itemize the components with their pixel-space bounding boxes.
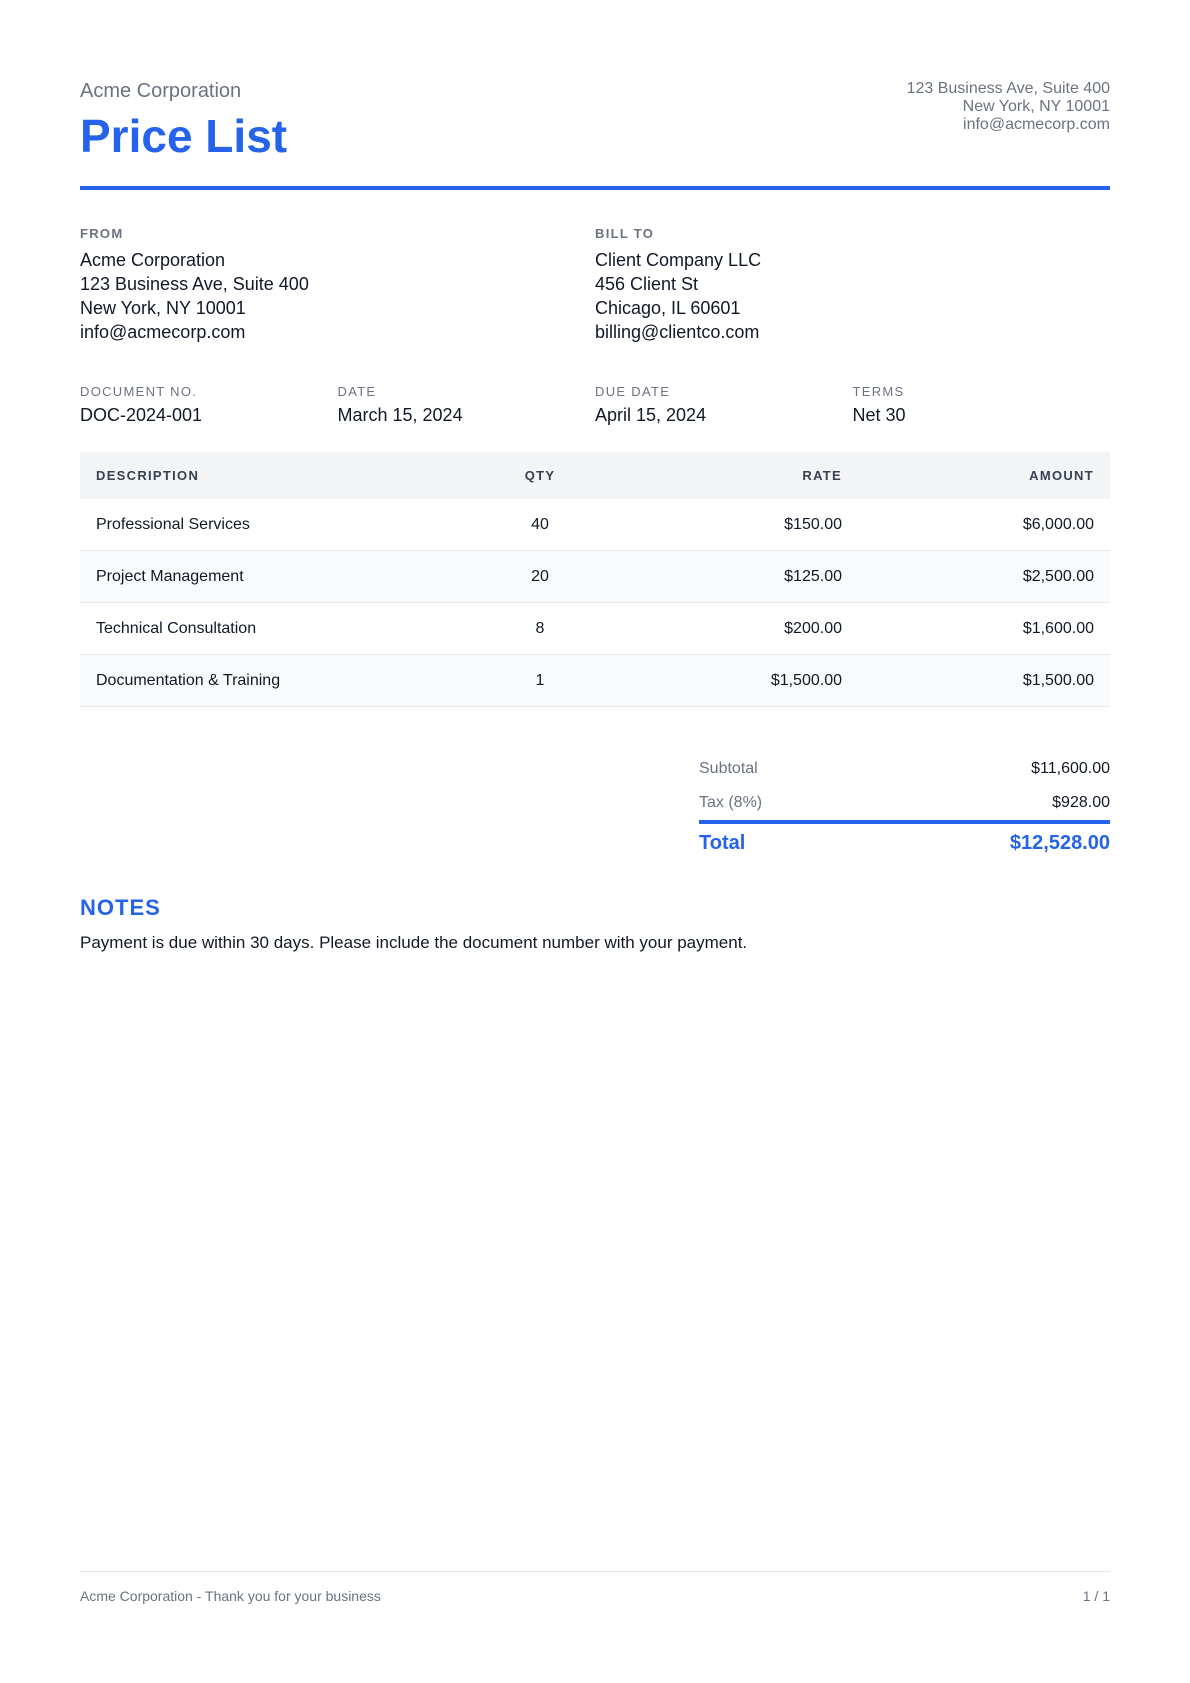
bill-to-label: BILL TO: [595, 226, 655, 241]
cell-rate: $1,500.00: [626, 655, 858, 707]
total-row: [699, 820, 1110, 862]
cell-rate: $125.00: [626, 551, 858, 603]
document-meta: [80, 384, 1110, 426]
cell-rate: $200.00: [626, 603, 858, 655]
column-header-amount: AMOUNT: [858, 452, 1110, 499]
subtotal-row: [699, 752, 1110, 786]
table-row: [80, 655, 1110, 707]
company-city-line: New York, NY 10001: [962, 98, 1110, 115]
notes-section: [80, 894, 1110, 954]
cell-description: Documentation & Training: [80, 655, 454, 707]
bill-to-block: [595, 226, 1110, 344]
meta-value: April 15, 2024: [595, 405, 707, 425]
from-label: FROM: [80, 226, 124, 241]
cell-qty: 20: [454, 551, 626, 603]
table-header-row: [80, 452, 1110, 499]
footer-text: Acme Corporation - Thank you for your business: [80, 1588, 381, 1604]
company-address-line: 123 Business Ave, Suite 400: [906, 80, 1110, 97]
notes-text: Payment is due within 30 days. Please include the document number with your payment.: [80, 933, 748, 952]
cell-qty: 1: [454, 655, 626, 707]
notes-title: NOTES: [80, 895, 161, 920]
tax-label: Tax (8%): [699, 794, 763, 811]
bill-to-line: Client Company LLC: [595, 250, 762, 270]
cell-qty: 8: [454, 603, 626, 655]
tax-row: [699, 786, 1110, 820]
cell-amount: $6,000.00: [858, 499, 1110, 551]
bill-to-line: Chicago, IL 60601: [595, 298, 741, 318]
meta-value: DOC-2024-001: [80, 405, 203, 425]
from-line: info@acmecorp.com: [80, 322, 246, 342]
meta-document-number: [80, 384, 338, 426]
meta-value: March 15, 2024: [337, 405, 463, 425]
meta-label: TERMS: [852, 384, 905, 399]
cell-amount: $2,500.00: [858, 551, 1110, 603]
from-line: Acme Corporation: [80, 250, 226, 270]
cell-rate: $150.00: [626, 499, 858, 551]
meta-terms: [853, 384, 1111, 426]
meta-label: DUE DATE: [595, 384, 671, 399]
company-contact: [907, 80, 1110, 134]
page-number: 1 / 1: [1082, 1588, 1110, 1604]
cell-description: Project Management: [80, 551, 454, 603]
meta-value: Net 30: [852, 405, 906, 425]
tax-value: $928.00: [1052, 794, 1110, 811]
line-items-table: [80, 452, 1110, 707]
cell-amount: $1,600.00: [858, 603, 1110, 655]
totals-section: [699, 752, 1110, 862]
meta-date: [338, 384, 596, 426]
document-footer: [80, 1571, 1110, 1604]
column-header-rate: RATE: [626, 452, 858, 499]
table-row: [80, 551, 1110, 603]
total-value: $12,528.00: [1009, 831, 1110, 854]
bill-to-line: 456 Client St: [595, 274, 699, 294]
cell-amount: $1,500.00: [858, 655, 1110, 707]
cell-description: Professional Services: [80, 499, 454, 551]
total-label: Total: [699, 831, 746, 854]
subtotal-label: Subtotal: [699, 760, 758, 777]
company-email: info@acmecorp.com: [963, 116, 1110, 133]
from-line: New York, NY 10001: [80, 298, 246, 318]
meta-label: DATE: [337, 384, 377, 399]
cell-qty: 40: [454, 499, 626, 551]
document-title: Price List: [80, 110, 288, 162]
subtotal-value: $11,600.00: [1031, 760, 1110, 777]
meta-due-date: [595, 384, 853, 426]
meta-label: DOCUMENT NO.: [80, 384, 198, 399]
parties-section: [80, 226, 1110, 344]
cell-description: Technical Consultation: [80, 603, 454, 655]
column-header-qty: QTY: [454, 452, 626, 499]
document-header: [80, 78, 1110, 190]
table-row: [80, 603, 1110, 655]
column-header-description: DESCRIPTION: [80, 452, 454, 499]
from-block: [80, 226, 595, 344]
company-name: Acme Corporation: [80, 80, 242, 102]
bill-to-line: billing@clientco.com: [595, 322, 760, 342]
from-line: 123 Business Ave, Suite 400: [80, 274, 309, 294]
table-row: [80, 499, 1110, 551]
